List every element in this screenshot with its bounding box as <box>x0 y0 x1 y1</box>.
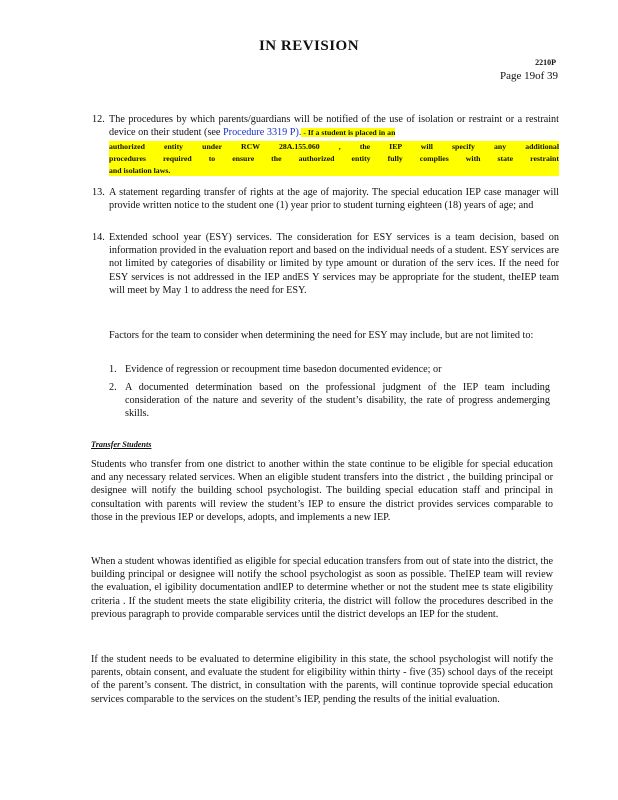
item-12-body: The procedures by which parents/guardians will be notified of the use of isolation or restraint or a restraint device on their student (see <box>109 114 559 139</box>
highlight-lead: - <box>301 128 308 138</box>
transfer-paragraph-1: Students who transfer from one district to another within the state continue to be eligible for special education and any necessary related services. When an eligible student transfers into the district , the building principal or designee will notify the building school psychologist. The building special education staff and principal in consultation with parents will review the student’s IEP to ensure the district provides services comparable to those in the previous IEP or develops, adopts, and implements a new IEP. <box>91 459 553 523</box>
highlighted-addition <box>109 141 559 176</box>
highlight-line-1: If a student is placed in an <box>307 128 396 138</box>
factor-1-text: Evidence of regression or recoupment time basedon documented evidence; or <box>125 364 442 375</box>
item-number-12: 12. <box>92 114 105 125</box>
factor-number-2: 2. <box>109 382 117 393</box>
highlight-line-4: and isolation laws. <box>109 165 171 175</box>
page-title: IN REVISION <box>258 38 360 54</box>
page-number: Page 19of 39 <box>499 70 558 82</box>
item-12-text <box>109 113 559 139</box>
policy-number: 2210P <box>535 58 556 67</box>
item-number-14: 14. <box>92 232 105 243</box>
item-number-13: 13. <box>92 187 105 198</box>
factor-number-1: 1. <box>109 364 117 375</box>
transfer-paragraph-2: When a student whowas identified as eligible for special education transfers from out of state into the district, the building principal or designee will notify the school psychologist as soon as possible. TheIEP team will review the evaluation, el igibility documentation andIEP to determine whether or not the student mee ts state eligibility criteria . If the student meets the state eligibility criteria, the district will follow the procedures described in the previous paragraph to provide comparable services until the district develops an IEP for the student. <box>91 556 553 620</box>
item-14-text: Extended school year (ESY) services. The consideration for ESY services is a team decision, based on information provided in the evaluation report and based on the individual needs of a student. ESY services are not limited by categories of disability or limited by type amount or duration of the serv ices. If the need for ESY services is not addressed in the IEP andES Y services may be appropriate for the student, theIEP team will meet by May 1 to address the need for ESY. <box>109 232 559 296</box>
procedure-link[interactable]: Procedure 3319 P). <box>223 127 302 139</box>
item-13-text: A statement regarding transfer of rights at the age of majority. The special education IEP case manager will provide written notice to the student one (1) year prior to student turning eighteen (18) years of age; and <box>109 187 559 212</box>
factor-2-text: A documented determination based on the professional judgment of the IEP team including consideration of the nature and severity of the student’s disability, the rate of progress andemerging skills. <box>125 382 550 420</box>
esy-factors-intro: Factors for the team to consider when determining the need for ESY may include, but are not limited to: <box>109 330 534 341</box>
section-heading-transfer-students: Transfer Students <box>91 440 152 449</box>
highlight-line-3: procedures required to ensure the authorized entity fully complies with state restraint <box>109 153 559 163</box>
transfer-paragraph-3: If the student needs to be evaluated to determine eligibility in this state, the school psychologist will notify the parents, obtain consent, and evaluate the student for eligibility within thirty - five (35) school days of the receipt of the parent’s consent. The district, in consultation with the parents, will continue toprovide special education services comparable to the services on the student’s IEP, pending the results of the initial evaluation. <box>91 654 553 705</box>
highlight-line-2: authorized entity under RCW 28A.155.060 , the IEP will specify any additional <box>109 142 559 151</box>
